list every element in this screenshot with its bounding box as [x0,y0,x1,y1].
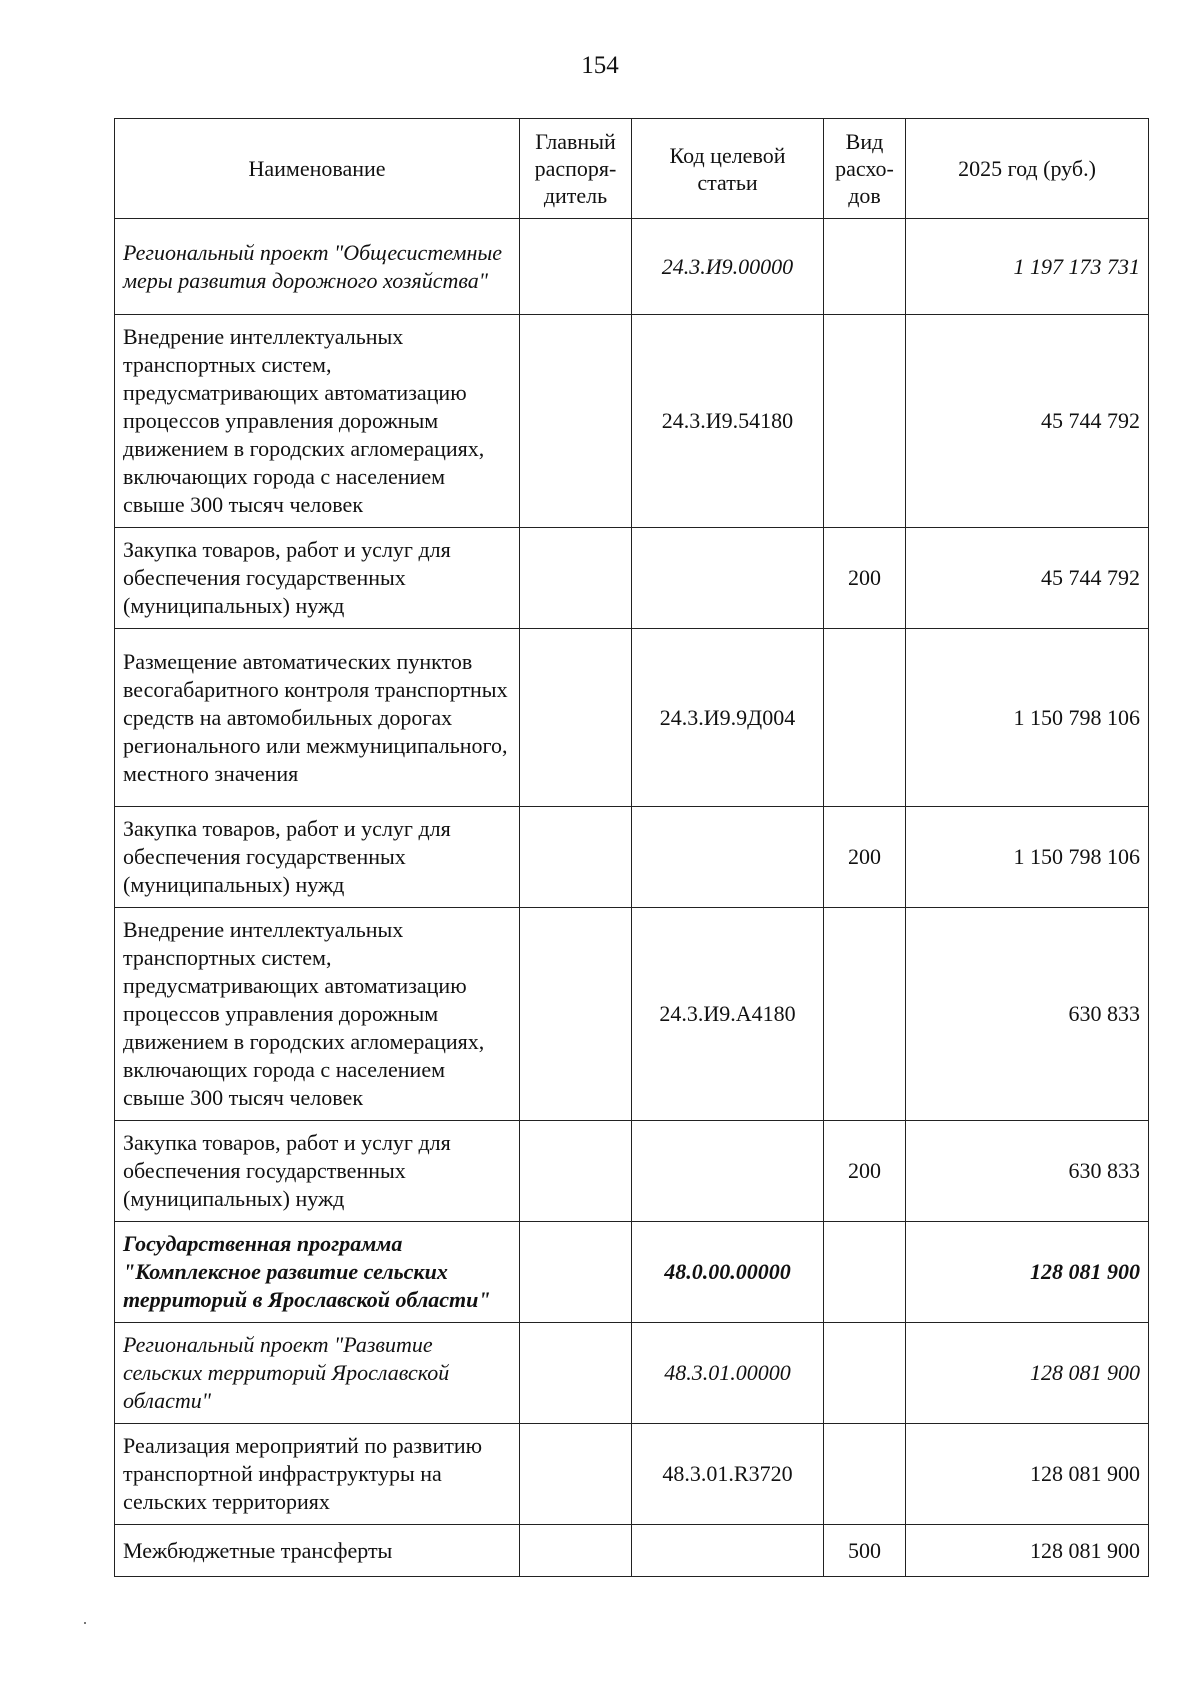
cell-name: Закупка товаров, работ и услуг для обеспечения государственных (муниципальных) нужд [115,528,520,629]
cell-code [632,528,824,629]
cell-amount: 128 081 900 [906,1424,1149,1525]
cell-code: 24.3.И9.54180 [632,315,824,528]
cell-name: Региональный проект "Развитие сельских территорий Ярославской области" [115,1323,520,1424]
cell-name: Внедрение интеллектуальных транспортных систем, предусматривающих автоматизацию процессов управления дорожным движением в городских агломерациях, включающих города с населением свыше 300 тысяч человек [115,315,520,528]
cell-admin [520,1525,632,1577]
cell-type [824,1323,906,1424]
header-type: Вид расхо-дов [824,119,906,219]
table-row [115,219,1149,315]
table-row [115,629,1149,807]
cell-name: Размещение автоматических пунктов весогабаритного контроля транспортных средств на автомобильных дорогах регионального или межмуниципального, местного значения [115,629,520,807]
cell-type: 200 [824,807,906,908]
cell-code [632,807,824,908]
cell-code [632,1525,824,1577]
table-row [115,1222,1149,1323]
table-row [115,315,1149,528]
cell-admin [520,528,632,629]
cell-code: 48.3.01.00000 [632,1323,824,1424]
cell-name: Региональный проект "Общесистемные меры развития дорожного хозяйства" [115,219,520,315]
cell-admin [520,219,632,315]
cell-admin [520,908,632,1121]
cell-type [824,908,906,1121]
cell-admin [520,629,632,807]
cell-admin [520,1222,632,1323]
page-number: 154 [581,52,619,79]
table-row [115,807,1149,908]
cell-code [632,1121,824,1222]
cell-type [824,1222,906,1323]
cell-amount: 630 833 [906,908,1149,1121]
cell-code: 24.3.И9.9Д004 [632,629,824,807]
cell-type [824,315,906,528]
cell-name: Реализация мероприятий по развитию транспортной инфраструктуры на сельских территориях [115,1424,520,1525]
table-row [115,1323,1149,1424]
cell-type [824,1424,906,1525]
header-amount: 2025 год (руб.) [906,119,1149,219]
cell-type [824,629,906,807]
scan-speck [84,1622,86,1624]
cell-type: 200 [824,1121,906,1222]
table-row [115,528,1149,629]
cell-code: 48.3.01.R3720 [632,1424,824,1525]
cell-code: 48.0.00.00000 [632,1222,824,1323]
cell-code: 24.3.И9.А4180 [632,908,824,1121]
cell-amount: 1 197 173 731 [906,219,1149,315]
cell-name: Государственная программа "Комплексное развитие сельских территорий в Ярославской области" [115,1222,520,1323]
table-row [115,1525,1149,1577]
cell-amount: 128 081 900 [906,1323,1149,1424]
cell-amount: 630 833 [906,1121,1149,1222]
budget-table [114,118,1149,1577]
header-name: Наименование [115,119,520,219]
cell-amount: 1 150 798 106 [906,629,1149,807]
cell-admin [520,1323,632,1424]
cell-type: 200 [824,528,906,629]
cell-name: Внедрение интеллектуальных транспортных систем, предусматривающих автоматизацию процессов управления дорожным движением в городских агломерациях, включающих города с населением свыше 300 тысяч человек [115,908,520,1121]
cell-admin [520,1424,632,1525]
cell-name: Закупка товаров, работ и услуг для обеспечения государственных (муниципальных) нужд [115,1121,520,1222]
table-row [115,1424,1149,1525]
cell-amount: 45 744 792 [906,528,1149,629]
cell-amount: 1 150 798 106 [906,807,1149,908]
cell-amount: 128 081 900 [906,1222,1149,1323]
cell-code: 24.3.И9.00000 [632,219,824,315]
cell-admin [520,807,632,908]
header-code: Код целевой статьи [632,119,824,219]
cell-admin [520,1121,632,1222]
cell-type: 500 [824,1525,906,1577]
table-row [115,1121,1149,1222]
cell-amount: 128 081 900 [906,1525,1149,1577]
cell-type [824,219,906,315]
cell-name: Межбюджетные трансферты [115,1525,520,1577]
table-row [115,908,1149,1121]
cell-admin [520,315,632,528]
header-admin: Главный распоря-дитель [520,119,632,219]
cell-amount: 45 744 792 [906,315,1149,528]
cell-name: Закупка товаров, работ и услуг для обеспечения государственных (муниципальных) нужд [115,807,520,908]
table-header-row [115,119,1149,219]
